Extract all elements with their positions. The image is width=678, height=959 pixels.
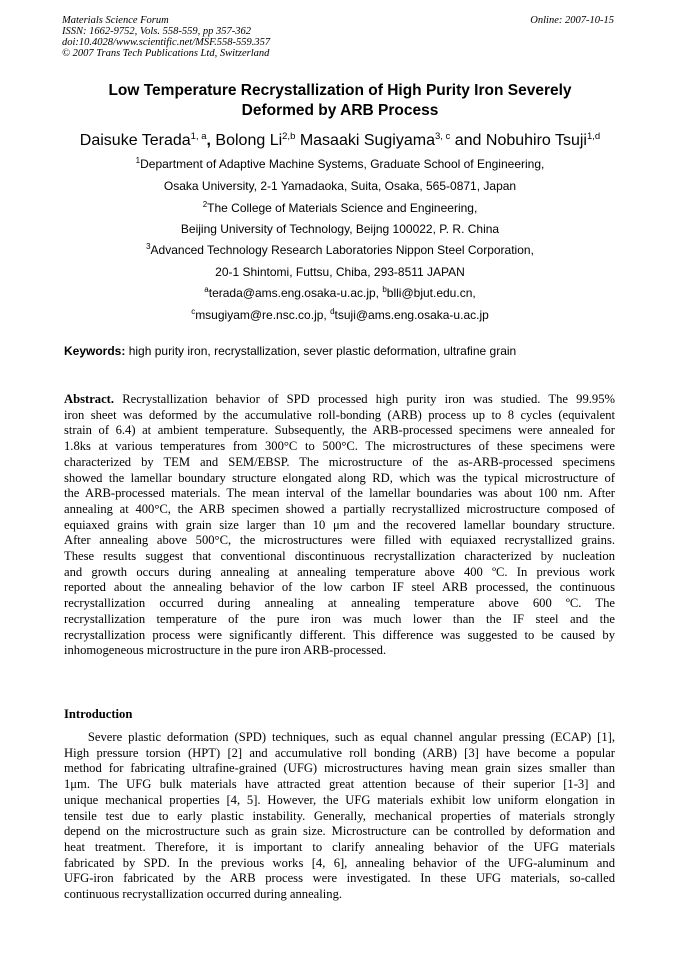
abstract-line: After annealing above 500°C, the microstructures were filled with equiaxed recrystallized grains. <box>64 533 615 548</box>
intro-line: Severe plastic deformation (SPD) techniques, such as equal channel angular pressing (ECAP) [1], <box>64 730 615 744</box>
journal-header <box>62 15 270 59</box>
email-line-2 <box>40 308 640 322</box>
author-affil-mark: 2,b <box>282 131 296 142</box>
affiliation-1-line-2: Osaka University, 2-1 Yamadaoka, Suita, Osaka, 565-0871, Japan <box>163 179 517 193</box>
abstract-line: 1.8ks at various temperatures from 300°C to 500°C. The microstructures of these specimens were <box>64 439 615 454</box>
author-affil-mark: 1, a <box>190 131 207 142</box>
affil-text: Advanced Technology Research Laboratories Nippon Steel Corporation, <box>150 243 534 257</box>
issn-line: ISSN: 1662-9752, Vols. 558-559, pp 357-362 <box>62 26 251 37</box>
introduction-body <box>64 730 615 903</box>
intro-line: tensile test due to early plastic instability. Generally, mechanical properties of materials strongly <box>64 808 615 823</box>
email-link[interactable]: terada@ams.eng.osaka-u.ac.jp, <box>208 286 383 300</box>
keywords-label: Keywords: <box>64 344 126 358</box>
author-separator: , <box>206 132 216 149</box>
intro-line: 1μm. The UFG bulk materials have attracted great attention because of their superior [1-3] and <box>64 777 615 792</box>
keywords <box>64 344 624 358</box>
abstract-line: characterized by TEM and SEM/EBSP. The microstructure of the as-ARB-processed specimens <box>64 454 615 469</box>
section-heading-introduction: Introduction <box>64 707 133 721</box>
abstract-line <box>64 392 615 408</box>
journal-name: Materials Science Forum <box>62 15 169 26</box>
intro-line: UFG-iron fabricated by the ARB process were investigated. In these UFG materials, so-called <box>64 871 615 886</box>
author-list <box>40 131 640 151</box>
affiliation-2-line-2: Beijing University of Technology, Beijng 100022, P. R. China <box>180 222 500 236</box>
abstract-line: iron sheet was deformed by the accumulative roll-bonding (ARB) process up to 8 cycles (equivalent <box>64 407 615 422</box>
online-date: Online: 2007-10-15 <box>530 15 614 26</box>
abstract <box>64 392 615 659</box>
email-line-1 <box>40 286 640 300</box>
author-name: Nobuhiro Tsuji <box>485 132 587 149</box>
author-separator: and <box>450 132 486 149</box>
abstract-line: equiaxed grains with grain size larger than 10 μm and the recovered lamellar boundary structure. <box>64 517 615 532</box>
title-line-2: Deformed by ARB Process <box>241 102 439 119</box>
title-line-1: Low Temperature Recrystallization of High Purity Iron Severely <box>108 82 572 99</box>
intro-line: method for fabricating ultrafine-grained (UFG) microstructures having mean grain sizes smaller than <box>64 761 615 776</box>
affil-mark: 1 <box>135 156 141 165</box>
email-link[interactable]: blli@bjut.edu.cn, <box>386 286 476 300</box>
doi-line: doi:10.4028/www.scientific.net/MSF.558-559.357 <box>62 37 271 48</box>
author-name: Bolong Li <box>215 132 283 149</box>
author-name: Masaaki Sugiyama <box>299 132 435 149</box>
intro-line: continuous recrystallization occurred during annealing. <box>64 887 343 902</box>
email-mark: d <box>330 307 335 316</box>
abstract-line: reported about the annealing behavior of the low carbon IF steel ARB processed, the continuous <box>64 580 615 595</box>
abstract-line: annealing at 400°C, the ARB specimen showed a partially recrystallized microstructure composed of <box>64 501 615 516</box>
email-link[interactable]: tsuji@ams.eng.osaka-u.ac.jp <box>334 308 489 322</box>
paper-title <box>60 81 620 121</box>
abstract-line: strain of 6.4) at ambient temperature. Subsequently, the ARB-processed specimens were annealed for <box>64 423 615 438</box>
email-link[interactable]: msugiyam@re.nsc.co.jp, <box>195 308 331 322</box>
intro-line: unique mechanical properties [4, 5]. However, the UFG materials exhibit low uniform elongation in <box>64 792 615 807</box>
email-mark: a <box>204 285 209 294</box>
author-affil-mark: 3, c <box>434 131 451 142</box>
abstract-line: and growth occurs during annealing at annealing temperature above 400 ºC. In previous work <box>64 564 615 579</box>
abstract-line: recrystallization process were significantly different. This difference was suggested to be caused by <box>64 627 615 642</box>
email-mark: c <box>191 307 196 316</box>
affiliation-3-line-1 <box>40 243 640 257</box>
abstract-line: inhomogeneous microstructure in the pure iron ARB-processed. <box>64 643 387 658</box>
intro-line: depend on the microstructure such as grain size. Microstructure can be controlled by deformation and <box>64 824 615 839</box>
affiliation-1-line-1 <box>40 157 640 171</box>
affiliation-3-line-2: 20-1 Shintomi, Futtsu, Chiba, 293-8511 JAPAN <box>215 265 465 279</box>
affil-text: The College of Materials Science and Engineering, <box>207 201 478 215</box>
abstract-line: recrystallization occurred during annealing at annealing temperature above 600 ºC. The <box>64 596 615 611</box>
abstract-line: showed the lamellar boundary structure elongated along RD, which was the typical microstructure of <box>64 470 615 485</box>
intro-line: heat treatment. Therefore, it is important to clarify annealing behavior of the UFG materials <box>64 839 615 854</box>
abstract-line: recrystallization temperature of the pure iron was much lower than the IF steel and the <box>64 611 615 626</box>
intro-line: High pressure torsion (HPT) [2] and accumulative roll bonding (ARB) [3] have become a popular <box>64 745 615 760</box>
keywords-text: high purity iron, recrystallization, sever plastic deformation, ultrafine grain <box>125 344 517 358</box>
affiliation-2-line-1 <box>40 201 640 215</box>
affil-mark: 2 <box>202 200 208 209</box>
abstract-text: Recrystallization behavior of SPD processed high purity iron was studied. The 99.95% <box>114 392 615 406</box>
abstract-label: Abstract. <box>64 392 115 406</box>
email-mark: b <box>382 285 387 294</box>
author-name: Daisuke Terada <box>79 132 191 149</box>
affil-mark: 3 <box>146 242 151 251</box>
intro-line: fabricated by SPD. In the previous works [4, 6], annealing behavior of the UFG-aluminum and <box>64 855 615 870</box>
abstract-line: the ARB-processed materials. The mean interval of the lamellar boundaries was about 100 nm. After <box>64 486 615 501</box>
affil-text: Department of Adaptive Machine Systems, Graduate School of Engineering, <box>140 157 545 171</box>
abstract-line: These results suggest that conventional discontinuous recrystallization characterized by nucleation <box>64 549 615 564</box>
author-affil-mark: 1,d <box>586 131 601 142</box>
copyright-line: © 2007 Trans Tech Publications Ltd, Switzerland <box>62 48 270 59</box>
